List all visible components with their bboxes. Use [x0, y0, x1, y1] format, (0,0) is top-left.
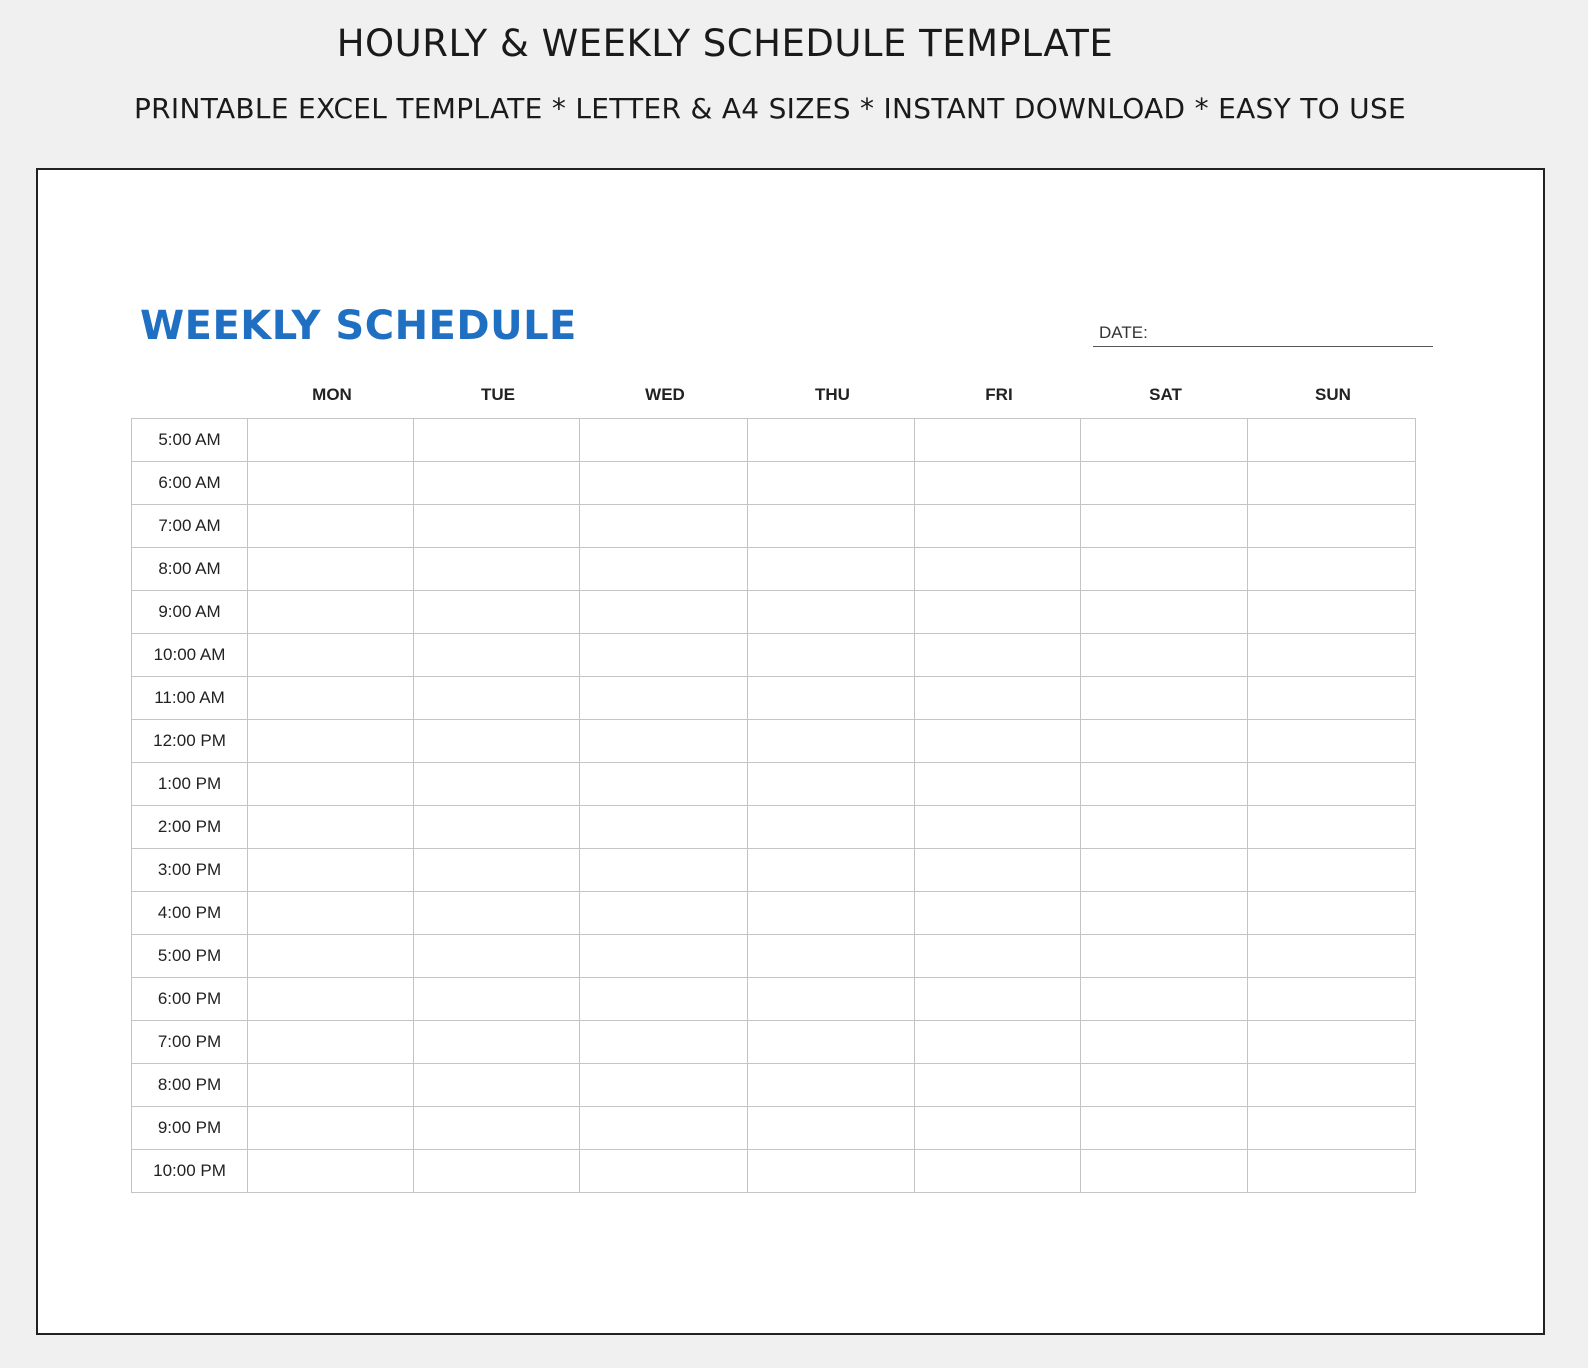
- slot-cell-wed[interactable]: [580, 892, 748, 935]
- slot-cell-thu[interactable]: [748, 1107, 915, 1150]
- slot-cell-mon[interactable]: [248, 1107, 414, 1150]
- schedule-row: [132, 505, 1416, 548]
- slot-cell-sat[interactable]: [1081, 1064, 1248, 1107]
- time-label: 1:00 PM: [132, 763, 248, 806]
- slot-cell-thu[interactable]: [748, 505, 915, 548]
- schedule-row: [132, 849, 1416, 892]
- slot-cell-thu[interactable]: [748, 806, 915, 849]
- slot-cell-tue[interactable]: [414, 1064, 580, 1107]
- slot-cell-sun[interactable]: [1248, 806, 1416, 849]
- slot-cell-sun[interactable]: [1248, 892, 1416, 935]
- schedule-row: [132, 419, 1416, 462]
- slot-cell-wed[interactable]: [580, 462, 748, 505]
- slot-cell-sat[interactable]: [1081, 720, 1248, 763]
- slot-cell-fri[interactable]: [915, 1064, 1081, 1107]
- slot-cell-sun[interactable]: [1248, 548, 1416, 591]
- slot-cell-wed[interactable]: [580, 591, 748, 634]
- slot-cell-tue[interactable]: [414, 1021, 580, 1064]
- time-label: 6:00 AM: [132, 462, 248, 505]
- slot-cell-sat[interactable]: [1081, 548, 1248, 591]
- slot-cell-tue[interactable]: [414, 892, 580, 935]
- schedule-row: [132, 935, 1416, 978]
- schedule-row: [132, 720, 1416, 763]
- schedule-row: [132, 677, 1416, 720]
- time-label: 7:00 AM: [132, 505, 248, 548]
- slot-cell-thu[interactable]: [748, 935, 915, 978]
- slot-cell-fri[interactable]: [915, 1107, 1081, 1150]
- schedule-row: [132, 1021, 1416, 1064]
- day-header-mon: MON: [312, 385, 352, 404]
- slot-cell-mon[interactable]: [248, 548, 414, 591]
- slot-cell-mon[interactable]: [248, 935, 414, 978]
- time-label: 7:00 PM: [132, 1021, 248, 1064]
- slot-cell-thu[interactable]: [748, 978, 915, 1021]
- slot-cell-sat[interactable]: [1081, 978, 1248, 1021]
- page-title: HOURLY & WEEKLY SCHEDULE TEMPLATE: [336, 22, 1114, 65]
- slot-cell-wed[interactable]: [580, 978, 748, 1021]
- slot-cell-tue[interactable]: [414, 849, 580, 892]
- slot-cell-thu[interactable]: [748, 1021, 915, 1064]
- slot-cell-mon[interactable]: [248, 1064, 414, 1107]
- schedule-row: [132, 892, 1416, 935]
- day-header-tue: TUE: [481, 385, 515, 404]
- slot-cell-mon[interactable]: [248, 720, 414, 763]
- slot-cell-tue[interactable]: [414, 1107, 580, 1150]
- slot-cell-sat[interactable]: [1081, 763, 1248, 806]
- slot-cell-fri[interactable]: [915, 634, 1081, 677]
- time-label: 8:00 PM: [132, 1064, 248, 1107]
- slot-cell-sun[interactable]: [1248, 505, 1416, 548]
- schedule-row: [132, 1107, 1416, 1150]
- slot-cell-sat[interactable]: [1081, 806, 1248, 849]
- slot-cell-sat[interactable]: [1081, 419, 1248, 462]
- slot-cell-sat[interactable]: [1081, 591, 1248, 634]
- slot-cell-tue[interactable]: [414, 806, 580, 849]
- schedule-row: [132, 1150, 1416, 1193]
- schedule-row: [132, 462, 1416, 505]
- slot-cell-fri[interactable]: [915, 677, 1081, 720]
- time-label: 5:00 AM: [132, 419, 248, 462]
- day-header-row: [249, 385, 1434, 405]
- slot-cell-sun[interactable]: [1248, 419, 1416, 462]
- schedule-row: [132, 763, 1416, 806]
- slot-cell-mon[interactable]: [248, 806, 414, 849]
- day-header-wed: WED: [645, 385, 685, 404]
- slot-cell-wed[interactable]: [580, 677, 748, 720]
- slot-cell-tue[interactable]: [414, 1150, 580, 1193]
- slot-cell-wed[interactable]: [580, 720, 748, 763]
- slot-cell-fri[interactable]: [915, 548, 1081, 591]
- time-label: 9:00 PM: [132, 1107, 248, 1150]
- slot-cell-tue[interactable]: [414, 419, 580, 462]
- schedule-row: [132, 806, 1416, 849]
- day-header-sat: SAT: [1149, 385, 1182, 404]
- slot-cell-wed[interactable]: [580, 849, 748, 892]
- schedule-row: [132, 1064, 1416, 1107]
- slot-cell-sat[interactable]: [1081, 462, 1248, 505]
- slot-cell-wed[interactable]: [580, 548, 748, 591]
- slot-cell-fri[interactable]: [915, 806, 1081, 849]
- slot-cell-wed[interactable]: [580, 763, 748, 806]
- slot-cell-wed[interactable]: [580, 1150, 748, 1193]
- slot-cell-mon[interactable]: [248, 462, 414, 505]
- slot-cell-tue[interactable]: [414, 591, 580, 634]
- slot-cell-fri[interactable]: [915, 505, 1081, 548]
- slot-cell-sat[interactable]: [1081, 935, 1248, 978]
- time-label: 4:00 PM: [132, 892, 248, 935]
- time-label: 6:00 PM: [132, 978, 248, 1021]
- slot-cell-tue[interactable]: [414, 548, 580, 591]
- slot-cell-sat[interactable]: [1081, 849, 1248, 892]
- slot-cell-sat[interactable]: [1081, 1021, 1248, 1064]
- slot-cell-sun[interactable]: [1248, 1150, 1416, 1193]
- slot-cell-fri[interactable]: [915, 720, 1081, 763]
- slot-cell-sun[interactable]: [1248, 1021, 1416, 1064]
- slot-cell-wed[interactable]: [580, 505, 748, 548]
- schedule-row: [132, 548, 1416, 591]
- slot-cell-mon[interactable]: [248, 505, 414, 548]
- date-label: DATE:: [1099, 323, 1148, 342]
- slot-cell-tue[interactable]: [414, 763, 580, 806]
- slot-cell-fri[interactable]: [915, 892, 1081, 935]
- slot-cell-thu[interactable]: [748, 677, 915, 720]
- slot-cell-tue[interactable]: [414, 634, 580, 677]
- time-label: 12:00 PM: [132, 720, 248, 763]
- slot-cell-fri[interactable]: [915, 462, 1081, 505]
- slot-cell-thu[interactable]: [748, 763, 915, 806]
- slot-cell-thu[interactable]: [748, 1064, 915, 1107]
- schedule-row: [132, 978, 1416, 1021]
- time-label: 8:00 AM: [132, 548, 248, 591]
- slot-cell-thu[interactable]: [748, 462, 915, 505]
- slot-cell-tue[interactable]: [414, 935, 580, 978]
- date-field[interactable]: [1093, 323, 1433, 347]
- slot-cell-fri[interactable]: [915, 419, 1081, 462]
- slot-cell-sun[interactable]: [1248, 720, 1416, 763]
- slot-cell-mon[interactable]: [248, 849, 414, 892]
- slot-cell-sun[interactable]: [1248, 935, 1416, 978]
- slot-cell-mon[interactable]: [248, 978, 414, 1021]
- slot-cell-wed[interactable]: [580, 1064, 748, 1107]
- slot-cell-mon[interactable]: [248, 1150, 414, 1193]
- slot-cell-thu[interactable]: [748, 419, 915, 462]
- slot-cell-wed[interactable]: [580, 935, 748, 978]
- schedule-sheet: [36, 168, 1545, 1335]
- day-header-sun: SUN: [1315, 385, 1351, 404]
- slot-cell-sun[interactable]: [1248, 677, 1416, 720]
- slot-cell-tue[interactable]: [414, 462, 580, 505]
- slot-cell-thu[interactable]: [748, 548, 915, 591]
- time-label: 9:00 AM: [132, 591, 248, 634]
- slot-cell-tue[interactable]: [414, 720, 580, 763]
- slot-cell-thu[interactable]: [748, 720, 915, 763]
- slot-cell-sun[interactable]: [1248, 462, 1416, 505]
- slot-cell-wed[interactable]: [580, 634, 748, 677]
- day-header-fri: FRI: [985, 385, 1013, 404]
- slot-cell-wed[interactable]: [580, 806, 748, 849]
- slot-cell-sun[interactable]: [1248, 978, 1416, 1021]
- slot-cell-mon[interactable]: [248, 892, 414, 935]
- schedule-row: [132, 634, 1416, 677]
- slot-cell-sun[interactable]: [1248, 763, 1416, 806]
- slot-cell-mon[interactable]: [248, 591, 414, 634]
- slot-cell-mon[interactable]: [248, 419, 414, 462]
- slot-cell-sun[interactable]: [1248, 634, 1416, 677]
- slot-cell-fri[interactable]: [915, 849, 1081, 892]
- slot-cell-sun[interactable]: [1248, 849, 1416, 892]
- slot-cell-mon[interactable]: [248, 763, 414, 806]
- schedule-row: [132, 591, 1416, 634]
- slot-cell-thu[interactable]: [748, 849, 915, 892]
- slot-cell-mon[interactable]: [248, 677, 414, 720]
- slot-cell-thu[interactable]: [748, 1150, 915, 1193]
- slot-cell-tue[interactable]: [414, 978, 580, 1021]
- slot-cell-mon[interactable]: [248, 634, 414, 677]
- slot-cell-sun[interactable]: [1248, 591, 1416, 634]
- slot-cell-wed[interactable]: [580, 1107, 748, 1150]
- slot-cell-fri[interactable]: [915, 1021, 1081, 1064]
- slot-cell-sat[interactable]: [1081, 634, 1248, 677]
- time-label: 5:00 PM: [132, 935, 248, 978]
- time-label: 3:00 PM: [132, 849, 248, 892]
- slot-cell-fri[interactable]: [915, 1150, 1081, 1193]
- slot-cell-thu[interactable]: [748, 892, 915, 935]
- slot-cell-sat[interactable]: [1081, 1150, 1248, 1193]
- slot-cell-sun[interactable]: [1248, 1107, 1416, 1150]
- slot-cell-sat[interactable]: [1081, 892, 1248, 935]
- slot-cell-wed[interactable]: [580, 1021, 748, 1064]
- slot-cell-sat[interactable]: [1081, 677, 1248, 720]
- slot-cell-sat[interactable]: [1081, 1107, 1248, 1150]
- page-subtitle: PRINTABLE EXCEL TEMPLATE * LETTER & A4 SIZES * INSTANT DOWNLOAD * EASY TO USE: [133, 92, 1407, 125]
- slot-cell-fri[interactable]: [915, 978, 1081, 1021]
- slot-cell-thu[interactable]: [748, 634, 915, 677]
- slot-cell-mon[interactable]: [248, 1021, 414, 1064]
- slot-cell-wed[interactable]: [580, 419, 748, 462]
- time-label: 10:00 AM: [132, 634, 248, 677]
- slot-cell-sat[interactable]: [1081, 505, 1248, 548]
- time-label: 11:00 AM: [132, 677, 248, 720]
- time-label: 2:00 PM: [132, 806, 248, 849]
- slot-cell-fri[interactable]: [915, 935, 1081, 978]
- slot-cell-fri[interactable]: [915, 763, 1081, 806]
- slot-cell-sun[interactable]: [1248, 1064, 1416, 1107]
- slot-cell-fri[interactable]: [915, 591, 1081, 634]
- slot-cell-thu[interactable]: [748, 591, 915, 634]
- day-header-thu: THU: [815, 385, 850, 404]
- slot-cell-tue[interactable]: [414, 505, 580, 548]
- sheet-title: WEEKLY SCHEDULE: [140, 303, 577, 349]
- slot-cell-tue[interactable]: [414, 677, 580, 720]
- time-label: 10:00 PM: [132, 1150, 248, 1193]
- schedule-grid: [131, 418, 1416, 1193]
